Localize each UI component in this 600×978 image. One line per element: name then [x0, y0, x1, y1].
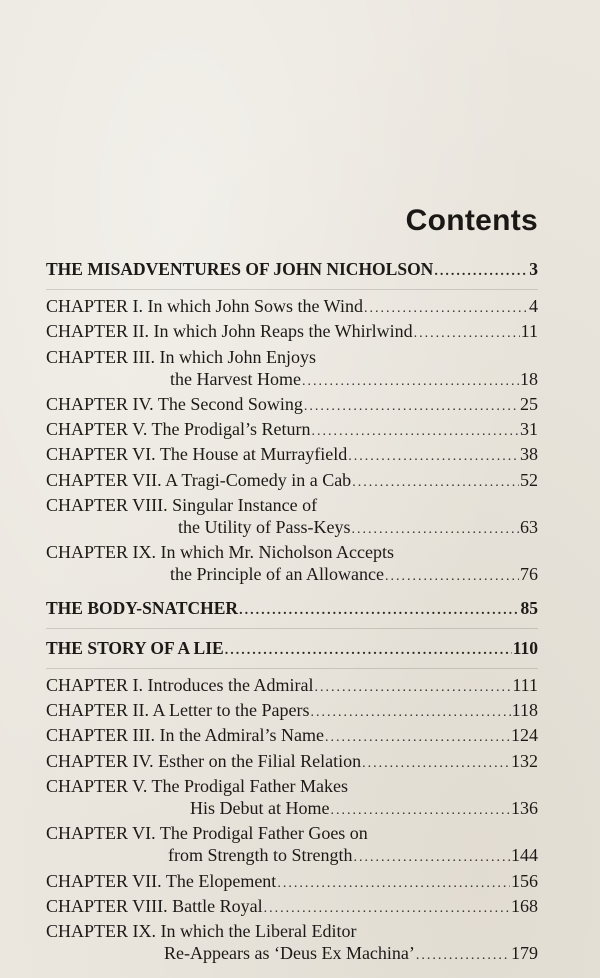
- toc-chapter-entry: [46, 674, 538, 699]
- chapter-title: CHAPTER IX. In which Mr. Nicholson Accepts: [46, 542, 394, 563]
- chapter-title: CHAPTER VII. The Elopement: [46, 870, 277, 891]
- toc-chapter-entry: [46, 295, 538, 320]
- page-number: 156: [511, 870, 538, 891]
- page-number: 136: [511, 798, 538, 819]
- page-number: 85: [520, 597, 538, 618]
- page-number: 179: [511, 943, 538, 964]
- page-number: 25: [520, 394, 538, 415]
- chapter-title: Re-Appears as ‘Deus Ex Machina’: [164, 943, 415, 964]
- toc-chapter-continuation: [46, 516, 538, 541]
- dot-leader: [348, 446, 519, 468]
- toc-chapter-continuation: [46, 368, 538, 393]
- toc-chapter-entry: [46, 870, 538, 895]
- chapter-title: CHAPTER I. In which John Sows the Wind: [46, 296, 363, 317]
- dot-leader: [362, 753, 510, 775]
- dot-leader: [330, 800, 510, 822]
- dot-leader: [314, 677, 511, 699]
- toc-chapter-entry: [46, 320, 538, 345]
- toc-chapter-continuation: [46, 797, 538, 822]
- dot-leader: [352, 519, 520, 541]
- page-number: 52: [520, 469, 538, 490]
- chapter-title: CHAPTER V. The Prodigal’s Return: [46, 419, 311, 440]
- chapter-title: CHAPTER II. A Letter to the Papers: [46, 700, 310, 721]
- chapter-title: CHAPTER IX. In which the Liberal Editor: [46, 921, 357, 942]
- dot-leader: [225, 640, 512, 662]
- toc-chapter-entry: [46, 494, 538, 516]
- page-number: 11: [520, 321, 538, 342]
- page-number: 118: [511, 700, 538, 721]
- chapter-title: CHAPTER I. Introduces the Admiral: [46, 675, 314, 696]
- chapter-title: the Principle of an Allowance: [170, 564, 384, 585]
- section-divider: [46, 289, 538, 290]
- toc-chapter-entry: [46, 920, 538, 942]
- chapter-title: CHAPTER IV. Esther on the Filial Relation: [46, 750, 362, 771]
- page-number: 168: [511, 895, 538, 916]
- toc-chapter-entry: [46, 393, 538, 418]
- part-title: THE BODY-SNATCHER: [46, 597, 239, 618]
- section-divider: [46, 628, 538, 629]
- chapter-title: the Harvest Home: [170, 368, 301, 389]
- toc-chapter-entry: [46, 699, 538, 724]
- toc-chapter-entry: [46, 469, 538, 494]
- toc-chapter-entry: [46, 541, 538, 563]
- chapter-title: CHAPTER III. In the Admiral’s Name: [46, 725, 324, 746]
- chapter-title: CHAPTER V. The Prodigal Father Makes: [46, 775, 348, 796]
- chapter-title: the Utility of Pass-Keys: [178, 517, 351, 538]
- toc-chapter-continuation: [46, 844, 538, 869]
- toc-chapter-entry: [46, 822, 538, 844]
- toc-chapter-continuation: [46, 942, 538, 967]
- page-number: 18: [520, 368, 538, 389]
- chapter-title: CHAPTER III. In which John Enjoys: [46, 346, 316, 367]
- dot-leader: [325, 727, 510, 749]
- chapter-title: His Debut at Home: [190, 798, 330, 819]
- chapter-title: from Strength to Strength: [168, 845, 353, 866]
- table-of-contents: [46, 258, 538, 967]
- dot-leader: [302, 371, 519, 393]
- dot-leader: [364, 298, 528, 320]
- page-number: 38: [520, 444, 538, 465]
- toc-chapter-entry: [46, 418, 538, 443]
- toc-chapter-entry: [46, 724, 538, 749]
- page-number: 3: [529, 259, 538, 279]
- toc-part-entry: [46, 258, 538, 283]
- toc-part-entry: [46, 637, 538, 662]
- page-number: 132: [511, 750, 538, 771]
- page-number: 144: [511, 845, 538, 866]
- toc-chapter-entry: [46, 775, 538, 797]
- chapter-title: CHAPTER VII. A Tragi-Comedy in a Cab: [46, 469, 352, 490]
- dot-leader: [239, 600, 519, 622]
- chapter-title: CHAPTER VIII. Singular Instance of: [46, 494, 318, 515]
- toc-chapter-continuation: [46, 563, 538, 588]
- dot-leader: [352, 472, 519, 494]
- toc-chapter-entry: [46, 750, 538, 775]
- toc-chapter-entry: [46, 443, 538, 468]
- toc-chapter-entry: [46, 346, 538, 368]
- chapter-title: CHAPTER VI. The Prodigal Father Goes on: [46, 823, 368, 844]
- dot-leader: [277, 873, 510, 895]
- dot-leader: [416, 945, 510, 967]
- page-number: 111: [512, 675, 538, 696]
- page-number: 63: [520, 517, 538, 538]
- chapter-title: CHAPTER IV. The Second Sowing: [46, 394, 303, 415]
- page-number: 124: [511, 725, 538, 746]
- show-through-text: [0, 160, 600, 190]
- toc-part-entry: [46, 597, 538, 622]
- dot-leader: [434, 261, 528, 283]
- part-title: THE STORY OF A LIE: [46, 637, 224, 658]
- page-number: 4: [529, 296, 538, 317]
- dot-leader: [353, 847, 510, 869]
- dot-leader: [304, 396, 519, 418]
- section-divider: [46, 668, 538, 669]
- chapter-title: CHAPTER VIII. Battle Royal: [46, 895, 263, 916]
- chapter-title: CHAPTER II. In which John Reaps the Whirlwind: [46, 321, 413, 342]
- page-number: 31: [520, 419, 538, 440]
- page-number: 76: [520, 564, 538, 585]
- dot-leader: [264, 898, 510, 920]
- dot-leader: [312, 421, 519, 443]
- chapter-title: CHAPTER VI. The House at Murrayfield: [46, 444, 348, 465]
- toc-chapter-entry: [46, 895, 538, 920]
- dot-leader: [385, 566, 519, 588]
- page-title: Contents: [405, 204, 538, 237]
- dot-leader: [310, 702, 510, 724]
- page-number: 110: [512, 637, 538, 658]
- dot-leader: [414, 323, 520, 345]
- part-title: THE MISADVENTURES OF JOHN NICHOLSON: [46, 259, 434, 279]
